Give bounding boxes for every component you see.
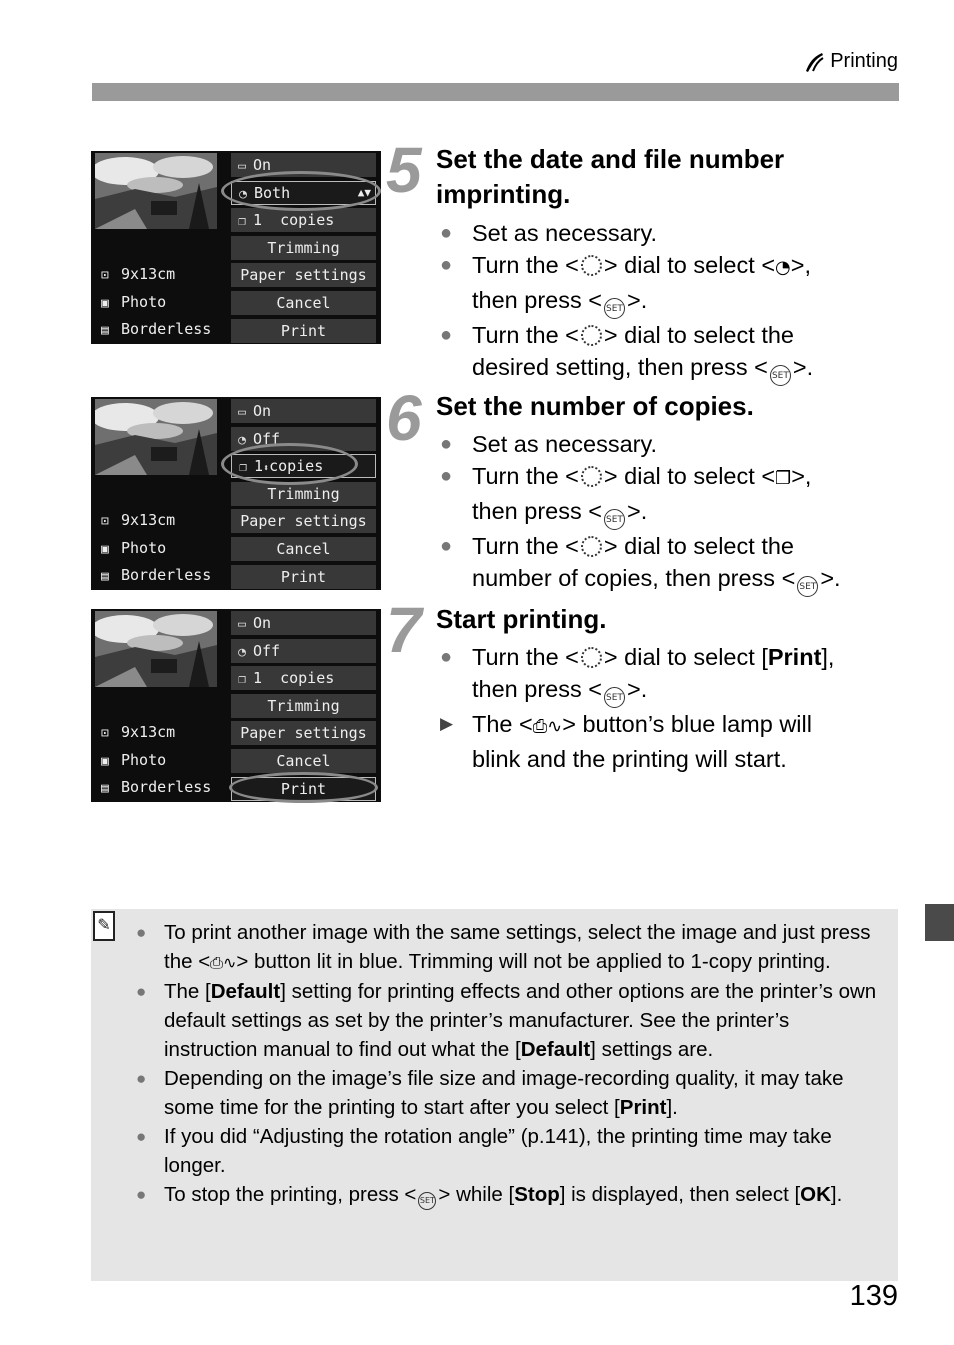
copies-icon: ❐ [775, 468, 792, 489]
print-button[interactable]: Print [231, 565, 376, 589]
quick-control-dial-icon [581, 255, 602, 276]
date-imprint-icon: ◔ [775, 257, 791, 278]
note-box [91, 909, 898, 1281]
paper-size-icon: ⊡ [101, 268, 109, 283]
landscape-thumbnail [95, 611, 217, 687]
option-imprint[interactable]: ◔ Both ▲▼ [231, 181, 376, 205]
step-7-title: Start printing. [436, 604, 607, 634]
step-number-5: 5 [386, 134, 422, 206]
paper-settings-button[interactable]: Paper settings [231, 509, 376, 533]
list-item: ● To stop the printing, press < SET > while [Stop] is displayed, then select [OK]. [136, 1180, 886, 1210]
print-effect-icon: ▭ [238, 617, 246, 632]
option-effect[interactable]: ▭ On [231, 611, 376, 635]
copies-icon: ❐ [238, 214, 246, 230]
paper-settings-button[interactable]: Paper settings [231, 721, 376, 745]
layout-label: ▤ Borderless [101, 563, 211, 589]
header-bar [92, 83, 899, 101]
list-item: ● Depending on the image’s file size and image-recording quality, it may take some time for the printing to start after you select [Print]. [136, 1067, 844, 1119]
option-imprint[interactable]: ◔ Off [231, 427, 376, 451]
paper-size-label: ⊡ 9x13cm [101, 720, 175, 746]
cancel-button[interactable]: Cancel [231, 291, 376, 315]
print-effect-icon: ▭ [238, 159, 246, 174]
step-5-title: Set the date and file number imprinting. [436, 144, 785, 209]
cancel-button[interactable]: Cancel [231, 537, 376, 561]
step-6-instructions [440, 428, 841, 597]
landscape-thumbnail [95, 153, 217, 229]
paper-type-label: ▣ Photo [101, 290, 166, 316]
print-options-menu [231, 397, 376, 589]
highlight-ring [221, 171, 381, 211]
paper-type-icon: ▣ [101, 296, 109, 311]
list-item: ● Turn the < > dial to select <◔>, then press < SET >. [440, 249, 813, 319]
set-button-icon: SET [604, 298, 625, 319]
highlight-ring [229, 772, 378, 803]
set-button-icon: SET [418, 1192, 436, 1210]
list-item: ● Turn the < > dial to select the desired setting, then press < SET >. [440, 319, 813, 386]
step-7-instructions [440, 641, 834, 775]
option-copies[interactable]: ❐ 1⬍copies [231, 454, 376, 478]
layout-label: ▤ Borderless [101, 775, 211, 801]
highlight-ring [221, 443, 358, 485]
set-button-icon: SET [770, 365, 791, 386]
layout-icon: ▤ [101, 781, 109, 796]
option-effect[interactable]: ▭ On [231, 399, 376, 423]
paper-type-label: ▣ Photo [101, 748, 166, 774]
section-header [803, 50, 898, 73]
set-button-icon: SET [797, 576, 818, 597]
paper-size-label: ⊡ 9x13cm [101, 508, 175, 534]
up-down-arrow-icon: ⬍ [263, 463, 270, 475]
list-item: ● Set as necessary. [440, 220, 658, 246]
paper-size-label: ⊡ 9x13cm [101, 262, 175, 288]
copies-icon: ❐ [239, 460, 247, 476]
section-title: Printing [830, 50, 898, 72]
option-imprint[interactable]: ◔ Off [231, 639, 376, 663]
trimming-button[interactable]: Trimming [231, 236, 376, 260]
chapter-tab [925, 904, 954, 941]
imprint-icon: ◔ [238, 432, 246, 448]
paper-type-icon: ▣ [101, 754, 109, 769]
layout-icon: ▤ [101, 569, 109, 584]
paper-settings-button[interactable]: Paper settings [231, 263, 376, 287]
list-item: ● To print another image with the same settings, select the image and just press the <⎙∿> button lit in blue. Trimming will not be applied to 1-copy printing. [136, 921, 871, 973]
imprint-icon: ◔ [239, 186, 247, 202]
paper-type-icon: ▣ [101, 542, 109, 557]
step-number-6: 6 [386, 382, 422, 454]
paper-size-icon: ⊡ [101, 726, 109, 741]
list-item: ● Turn the < > dial to select [Print], then press < SET >. [440, 641, 834, 708]
step-5-instructions [440, 217, 813, 386]
list-item: ▶ The <⎙∿> button’s blue lamp will blink and the printing will start. [440, 711, 812, 772]
note-icon: ✎ [93, 911, 115, 941]
camera-lcd-screen-copies [91, 397, 381, 590]
set-button-icon: SET [604, 687, 625, 708]
trimming-button[interactable]: Trimming [231, 694, 376, 718]
list-item: ● Turn the < > dial to select the number of copies, then press < SET >. [440, 530, 841, 597]
page-number: 139 [849, 1280, 898, 1312]
quick-control-dial-icon [581, 325, 602, 346]
option-copies[interactable]: ❐ 1 copies [231, 666, 376, 690]
paper-size-icon: ⊡ [101, 514, 109, 529]
list-item: ● The [Default] setting for printing effects and other options are the printer’s own default settings as set by the printer’s manufacturer. See the printer’s instruction manual to find out what the [Default] settings are. [136, 980, 877, 1061]
layout-label: ▤ Borderless [101, 317, 211, 343]
printer-pen-icon [803, 51, 825, 73]
cancel-button[interactable]: Cancel [231, 749, 376, 773]
quick-control-dial-icon [581, 466, 602, 487]
up-down-arrow-icon: ▲▼ [357, 185, 371, 199]
print-share-icon: ⎙∿ [210, 953, 237, 972]
paper-type-label: ▣ Photo [101, 536, 166, 562]
trimming-button[interactable]: Trimming [231, 482, 376, 506]
print-button[interactable]: Print [231, 319, 376, 343]
list-item: ● Turn the < > dial to select <❐>, then press < SET >. [440, 460, 841, 530]
print-effect-icon: ▭ [238, 405, 246, 420]
print-share-icon: ⎙∿ [532, 716, 563, 737]
list-item: ● Set as necessary. [440, 431, 658, 457]
quick-control-dial-icon [581, 536, 602, 557]
step-6-title: Set the number of copies. [436, 391, 754, 421]
quick-control-dial-icon [581, 647, 602, 668]
list-item: ● If you did “Adjusting the rotation angle” (p.141), the printing time may take longer. [136, 1125, 832, 1177]
imprint-icon: ◔ [238, 644, 246, 660]
option-effect[interactable]: ▭ On [231, 153, 376, 177]
landscape-thumbnail [95, 399, 217, 475]
layout-icon: ▤ [101, 323, 109, 338]
set-button-icon: SET [604, 509, 625, 530]
note-list [136, 918, 886, 1210]
print-button[interactable]: Print [231, 777, 376, 801]
step-number-7: 7 [386, 594, 422, 666]
copies-icon: ❐ [238, 672, 246, 688]
option-copies[interactable]: ❐ 1 copies [231, 208, 376, 232]
